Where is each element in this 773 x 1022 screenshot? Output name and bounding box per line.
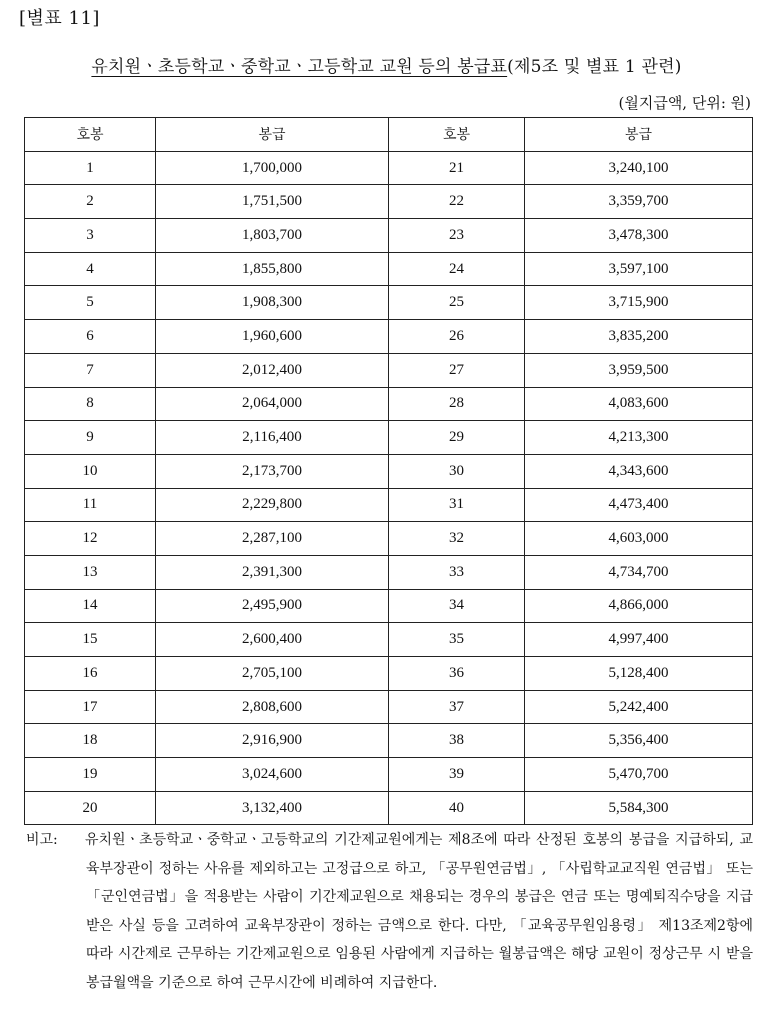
table-row — [25, 623, 753, 657]
step-cell-left: 20 — [25, 791, 156, 825]
salary-cell-left: 2,600,400 — [156, 623, 389, 657]
salary-cell-left: 2,391,300 — [156, 555, 389, 589]
salary-cell-left: 1,908,300 — [156, 286, 389, 320]
step-cell-right: 28 — [389, 387, 525, 421]
step-cell-left: 4 — [25, 252, 156, 286]
salary-cell-left: 1,960,600 — [156, 320, 389, 354]
annex-tag: [별표 11] — [19, 8, 100, 29]
step-cell-left: 1 — [25, 151, 156, 185]
header-step-left: 호봉 — [25, 118, 156, 152]
salary-cell-left: 2,173,700 — [156, 454, 389, 488]
step-cell-right: 38 — [389, 724, 525, 758]
salary-cell-right: 3,715,900 — [525, 286, 753, 320]
salary-cell-left: 2,495,900 — [156, 589, 389, 623]
salary-cell-right: 3,959,500 — [525, 353, 753, 387]
step-cell-left: 3 — [25, 219, 156, 253]
step-cell-right: 40 — [389, 791, 525, 825]
document-title — [0, 52, 773, 77]
step-cell-left: 2 — [25, 185, 156, 219]
salary-cell-right: 5,356,400 — [525, 724, 753, 758]
table-row — [25, 219, 753, 253]
title-main: 유치원ㆍ초등학교ㆍ중학교ㆍ고등학교 교원 등의 봉급표 — [91, 57, 508, 77]
table-row — [25, 454, 753, 488]
step-cell-right: 25 — [389, 286, 525, 320]
header-salary-right: 봉급 — [525, 118, 753, 152]
salary-cell-right: 4,997,400 — [525, 623, 753, 657]
salary-cell-left: 2,287,100 — [156, 522, 389, 556]
remarks-section — [26, 826, 753, 997]
salary-cell-left: 1,855,800 — [156, 252, 389, 286]
salary-cell-right: 3,597,100 — [525, 252, 753, 286]
step-cell-right: 22 — [389, 185, 525, 219]
step-cell-right: 37 — [389, 690, 525, 724]
salary-cell-left: 1,700,000 — [156, 151, 389, 185]
table-row — [25, 387, 753, 421]
salary-cell-right: 3,359,700 — [525, 185, 753, 219]
step-cell-right: 33 — [389, 555, 525, 589]
table-header-row — [25, 118, 753, 152]
step-cell-left: 15 — [25, 623, 156, 657]
step-cell-left: 10 — [25, 454, 156, 488]
step-cell-right: 30 — [389, 454, 525, 488]
table-body — [25, 151, 753, 825]
table-row — [25, 488, 753, 522]
step-cell-right: 29 — [389, 421, 525, 455]
step-cell-right: 26 — [389, 320, 525, 354]
step-cell-left: 13 — [25, 555, 156, 589]
salary-cell-right: 4,473,400 — [525, 488, 753, 522]
table-row — [25, 791, 753, 825]
step-cell-left: 18 — [25, 724, 156, 758]
step-cell-left: 16 — [25, 657, 156, 691]
table-row — [25, 724, 753, 758]
table-row — [25, 421, 753, 455]
salary-cell-right: 4,734,700 — [525, 555, 753, 589]
step-cell-left: 11 — [25, 488, 156, 522]
salary-cell-left: 2,012,400 — [156, 353, 389, 387]
table-row — [25, 589, 753, 623]
table-row — [25, 758, 753, 792]
salary-cell-left: 2,116,400 — [156, 421, 389, 455]
salary-cell-left: 2,064,000 — [156, 387, 389, 421]
table-row — [25, 185, 753, 219]
step-cell-right: 35 — [389, 623, 525, 657]
step-cell-right: 24 — [389, 252, 525, 286]
step-cell-right: 32 — [389, 522, 525, 556]
salary-cell-right: 3,478,300 — [525, 219, 753, 253]
step-cell-right: 39 — [389, 758, 525, 792]
step-cell-left: 7 — [25, 353, 156, 387]
remarks-text: 유치원ㆍ초등학교ㆍ중학교ㆍ고등학교의 기간제교원에게는 제8조에 따라 산정된 호봉의 봉급을 지급하되, 교육부장관이 정하는 사유를 제외하고는 고정급으로 하고, 「공무원연금법」, 「사립학교교직원 연금법」 또는 「군인연금법」을 적용받는 사람이 기간제교원으로 채용되는 경우의 봉급은 연금 또는 명예퇴직수당을 지급받은 사실 등을 고려하여 교육부장관이 정하는 금액으로 한다. 다만, 「교육공무원임용령」 제13조제2항에 따라 시간제로 근무하는 기간제교원으로 임용된 사람에게 지급하는 월봉급액은 해당 교원이 정상근무 시 받을 봉급월액을 기준으로 하여 근무시간에 비례하여 지급한다. — [85, 832, 753, 991]
step-cell-left: 5 — [25, 286, 156, 320]
table-row — [25, 690, 753, 724]
salary-cell-right: 4,083,600 — [525, 387, 753, 421]
step-cell-right: 21 — [389, 151, 525, 185]
salary-cell-right: 5,584,300 — [525, 791, 753, 825]
step-cell-left: 9 — [25, 421, 156, 455]
table-row — [25, 252, 753, 286]
step-cell-right: 34 — [389, 589, 525, 623]
salary-cell-left: 1,803,700 — [156, 219, 389, 253]
table-row — [25, 151, 753, 185]
step-cell-left: 8 — [25, 387, 156, 421]
salary-cell-right: 4,603,000 — [525, 522, 753, 556]
salary-cell-left: 2,229,800 — [156, 488, 389, 522]
salary-cell-right: 3,240,100 — [525, 151, 753, 185]
salary-table — [24, 117, 753, 825]
step-cell-left: 17 — [25, 690, 156, 724]
remarks-label: 비고: — [26, 832, 58, 848]
table-row — [25, 286, 753, 320]
step-cell-right: 27 — [389, 353, 525, 387]
step-cell-left: 14 — [25, 589, 156, 623]
table-row — [25, 522, 753, 556]
salary-cell-left: 2,916,900 — [156, 724, 389, 758]
salary-cell-right: 3,835,200 — [525, 320, 753, 354]
step-cell-right: 36 — [389, 657, 525, 691]
salary-cell-left: 3,132,400 — [156, 791, 389, 825]
salary-cell-left: 2,705,100 — [156, 657, 389, 691]
salary-cell-right: 5,128,400 — [525, 657, 753, 691]
step-cell-left: 6 — [25, 320, 156, 354]
salary-cell-left: 2,808,600 — [156, 690, 389, 724]
header-step-right: 호봉 — [389, 118, 525, 152]
table-row — [25, 353, 753, 387]
salary-cell-right: 4,213,300 — [525, 421, 753, 455]
step-cell-left: 19 — [25, 758, 156, 792]
salary-cell-left: 1,751,500 — [156, 185, 389, 219]
unit-note: (월지급액, 단위: 원) — [618, 94, 751, 112]
salary-cell-left: 3,024,600 — [156, 758, 389, 792]
salary-cell-right: 4,343,600 — [525, 454, 753, 488]
table-row — [25, 657, 753, 691]
salary-cell-right: 4,866,000 — [525, 589, 753, 623]
title-reference: (제5조 및 별표 1 관련) — [507, 57, 682, 77]
table-row — [25, 320, 753, 354]
step-cell-left: 12 — [25, 522, 156, 556]
step-cell-right: 31 — [389, 488, 525, 522]
salary-cell-right: 5,242,400 — [525, 690, 753, 724]
header-salary-left: 봉급 — [156, 118, 389, 152]
table-row — [25, 555, 753, 589]
step-cell-right: 23 — [389, 219, 525, 253]
salary-cell-right: 5,470,700 — [525, 758, 753, 792]
